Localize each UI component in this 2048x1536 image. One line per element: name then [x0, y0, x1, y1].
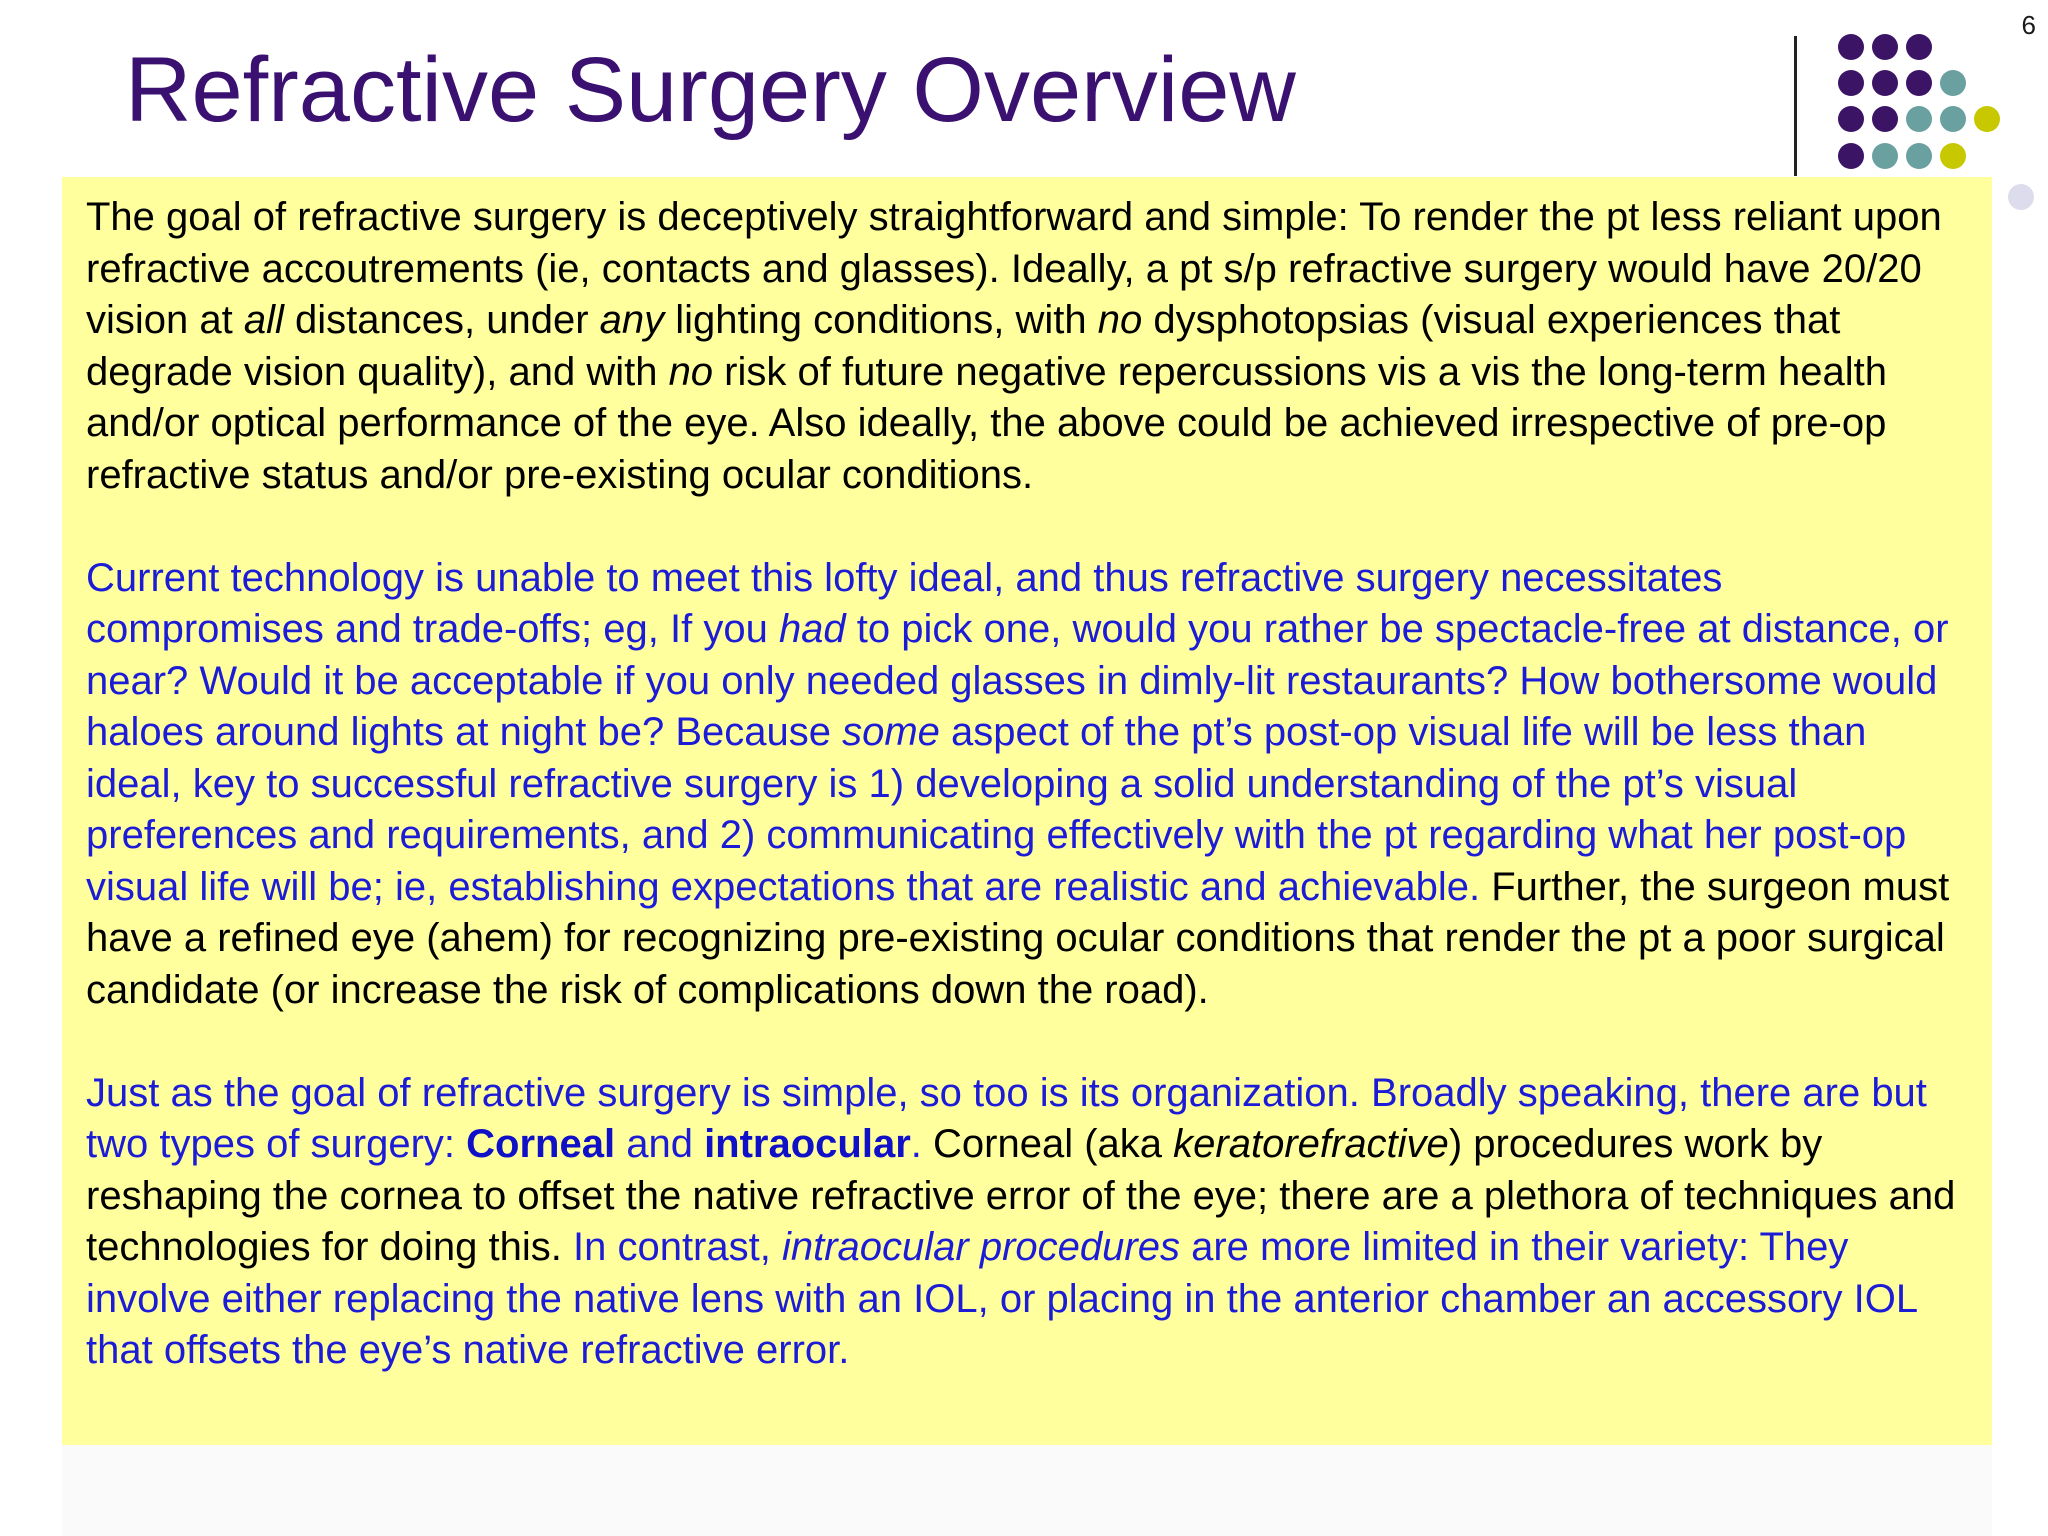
dot-teal [1940, 106, 1966, 132]
dot-purple [1838, 70, 1864, 96]
dot-purple [1906, 70, 1932, 96]
dot-teal [1940, 70, 1966, 96]
dot-teal [1906, 106, 1932, 132]
intraocular-emphasis: In contrast, intraocular procedures are more limited in their variety: They involve either replacing the native lens with an IOL, or placing in the anterior chamber an accessory IOL that offsets the eye’s native refractive error. [86, 1225, 1917, 1372]
tradeoffs-emphasis: Current technology is unable to meet this lofty ideal, and thus refractive surgery necessitates compromises and trade-offs; eg, If you had to pick one, would you rather be spectacle-free at distance, or near? Would it be acceptable if you only needed glasses in dimly-lit restaurants? How bothersome would haloes around lights at night be? Because some aspect of the pt’s post-op visual life will be less than ideal, key to successful refractive surgery is 1) developing a solid understanding of the pt’s visual preferences and requirements, and 2) communicating effectively with the pt regarding what her post-op visual life will be; ie, establishing expectations that are realistic and achievable. [86, 555, 1949, 909]
dot-purple [1872, 106, 1898, 132]
title-divider [1794, 36, 1797, 176]
dot-yellow [1940, 143, 1966, 169]
paragraph-goal: The goal of refractive surgery is deceptively straightforward and simple: To render the pt less reliant upon refractive accoutrements (ie, contacts and glasses). Ideally, a pt s/p refractive surgery would have 20/20 vision at all distances, under any lighting conditions, with no dysphotopsias (visual experiences that degrade vision quality), and with no risk of future negative repercussions vis a vis the long-term health and/or optical performance of the eye. Also ideally, the above could be achieved irrespective of pre-op refractive status and/or pre-existing ocular conditions. [86, 195, 1942, 497]
dot-purple [1906, 34, 1932, 60]
paragraph-organization: Just as the goal of refractive surgery is simple, so too is its organization. Broadly speaking, there are but two types of surgery: Corneal and intraocular. Corneal (aka keratorefractive) procedures work by reshaping the cornea to offset the native refractive error of the eye; there are a plethora of techniques and technologies for doing this. In contrast, intraocular procedures are more limited in their variety: They involve either replacing the native lens with an IOL, or placing in the anterior chamber an accessory IOL that offsets the eye’s native refractive error. [86, 1070, 1956, 1372]
slide-title: Refractive Surgery Overview [125, 39, 1296, 141]
dot-purple [1838, 143, 1864, 169]
paragraph-tradeoffs: Current technology is unable to meet this lofty ideal, and thus refractive surgery necessitates compromises and trade-offs; eg, If you had to pick one, would you rather be spectacle-free at distance, or near? Would it be acceptable if you only needed glasses in dimly-lit restaurants? How bothersome would haloes around lights at night be? Because some aspect of the pt’s post-op visual life will be less than ideal, key to successful refractive surgery is 1) developing a solid understanding of the pt’s visual preferences and requirements, and 2) communicating effectively with the pt regarding what her post-op visual life will be; ie, establishing expectations that are realistic and achievable. Further, the surgeon must have a refined eye (ahem) for recognizing pre-existing ocular conditions that render the pt a poor surgical candidate (or increase the risk of complications down the road). [86, 555, 1950, 1012]
dot-purple [1838, 34, 1864, 60]
dot-purple [1838, 106, 1864, 132]
dot-teal [1906, 143, 1932, 169]
dot-teal [1872, 143, 1898, 169]
bottom-band [62, 1445, 1992, 1536]
overview-text-box [62, 177, 1992, 1445]
dot-purple [1872, 70, 1898, 96]
slide-number: 6 [2021, 10, 2036, 40]
dot-yellow [1974, 106, 2000, 132]
dot-lavender [2008, 184, 2034, 210]
paragraph-gap [86, 1016, 1968, 1068]
paragraph-gap [86, 501, 1968, 553]
dot-purple [1872, 34, 1898, 60]
organization-emphasis: Just as the goal of refractive surgery is simple, so too is its organization. Broadly speaking, there are but two types of surgery: Corneal and intraocular. [86, 1070, 1927, 1166]
